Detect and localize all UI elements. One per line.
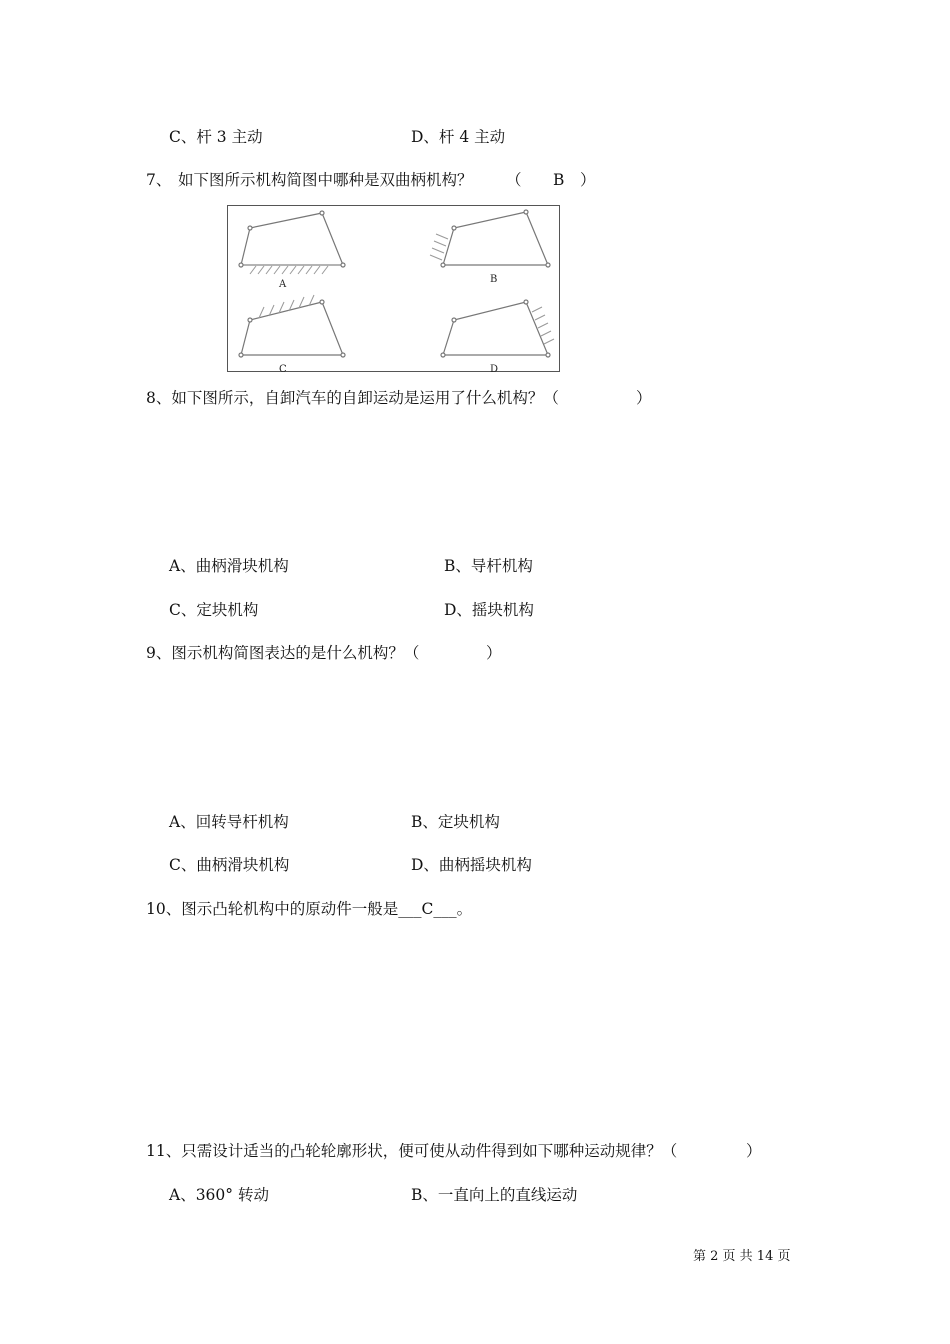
q10-question-text: 10、图示凸轮机构中的原动件一般是___C___。	[146, 900, 473, 918]
q8-question-text: 8、如下图所示，自卸汽车的自卸运动是运用了什么机构？（	[146, 389, 559, 407]
figure-label-b: B	[490, 274, 498, 285]
q9-option-b: B、定块机构	[411, 813, 500, 831]
four-bar-linkage-figure	[227, 205, 560, 372]
q6-option-d: D、杆 4 主动	[411, 128, 506, 146]
q8-paren-close: ）	[636, 389, 652, 407]
page-number-footer: 第 2 页 共 14 页	[693, 1249, 791, 1264]
q9-question-text: 9、图示机构简图表达的是什么机构？（	[146, 644, 420, 662]
q7-number: 7、	[146, 171, 172, 189]
q9-option-c: C、曲柄滑块机构	[169, 856, 290, 874]
q8-option-c: C、定块机构	[169, 601, 259, 619]
figure-label-d: D	[490, 364, 499, 373]
linkage-b	[430, 210, 550, 267]
linkage-d	[441, 300, 554, 357]
q8-option-b: B、导杆机构	[444, 557, 533, 575]
q11-question-text: 11、只需设计适当的凸轮轮廓形状，便可使从动件得到如下哪种运动规律？（	[146, 1142, 678, 1160]
q7-question-text: 如下图所示机构简图中哪种是双曲柄机构？	[178, 171, 473, 189]
q7-answer: B	[553, 171, 565, 189]
q11-option-a: A、360° 转动	[169, 1186, 269, 1204]
q9-paren-close: ）	[486, 644, 502, 662]
q8-option-d: D、摇块机构	[444, 601, 534, 619]
q9-option-a: A、回转导杆机构	[169, 813, 289, 831]
linkage-a	[239, 211, 345, 274]
q11-option-b: B、一直向上的直线运动	[411, 1186, 578, 1204]
figure-label-c: C	[279, 364, 287, 373]
linkage-diagrams	[228, 206, 561, 373]
q8-option-a: A、曲柄滑块机构	[169, 557, 289, 575]
q7-paren-open: （	[506, 171, 522, 189]
linkage-c	[239, 295, 345, 357]
q6-option-c: C、杆 3 主动	[169, 128, 263, 146]
q7-paren-close: ）	[580, 171, 596, 189]
figure-label-a: A	[279, 279, 287, 290]
q11-paren-close: ）	[746, 1142, 762, 1160]
q9-option-d: D、曲柄摇块机构	[411, 856, 532, 874]
